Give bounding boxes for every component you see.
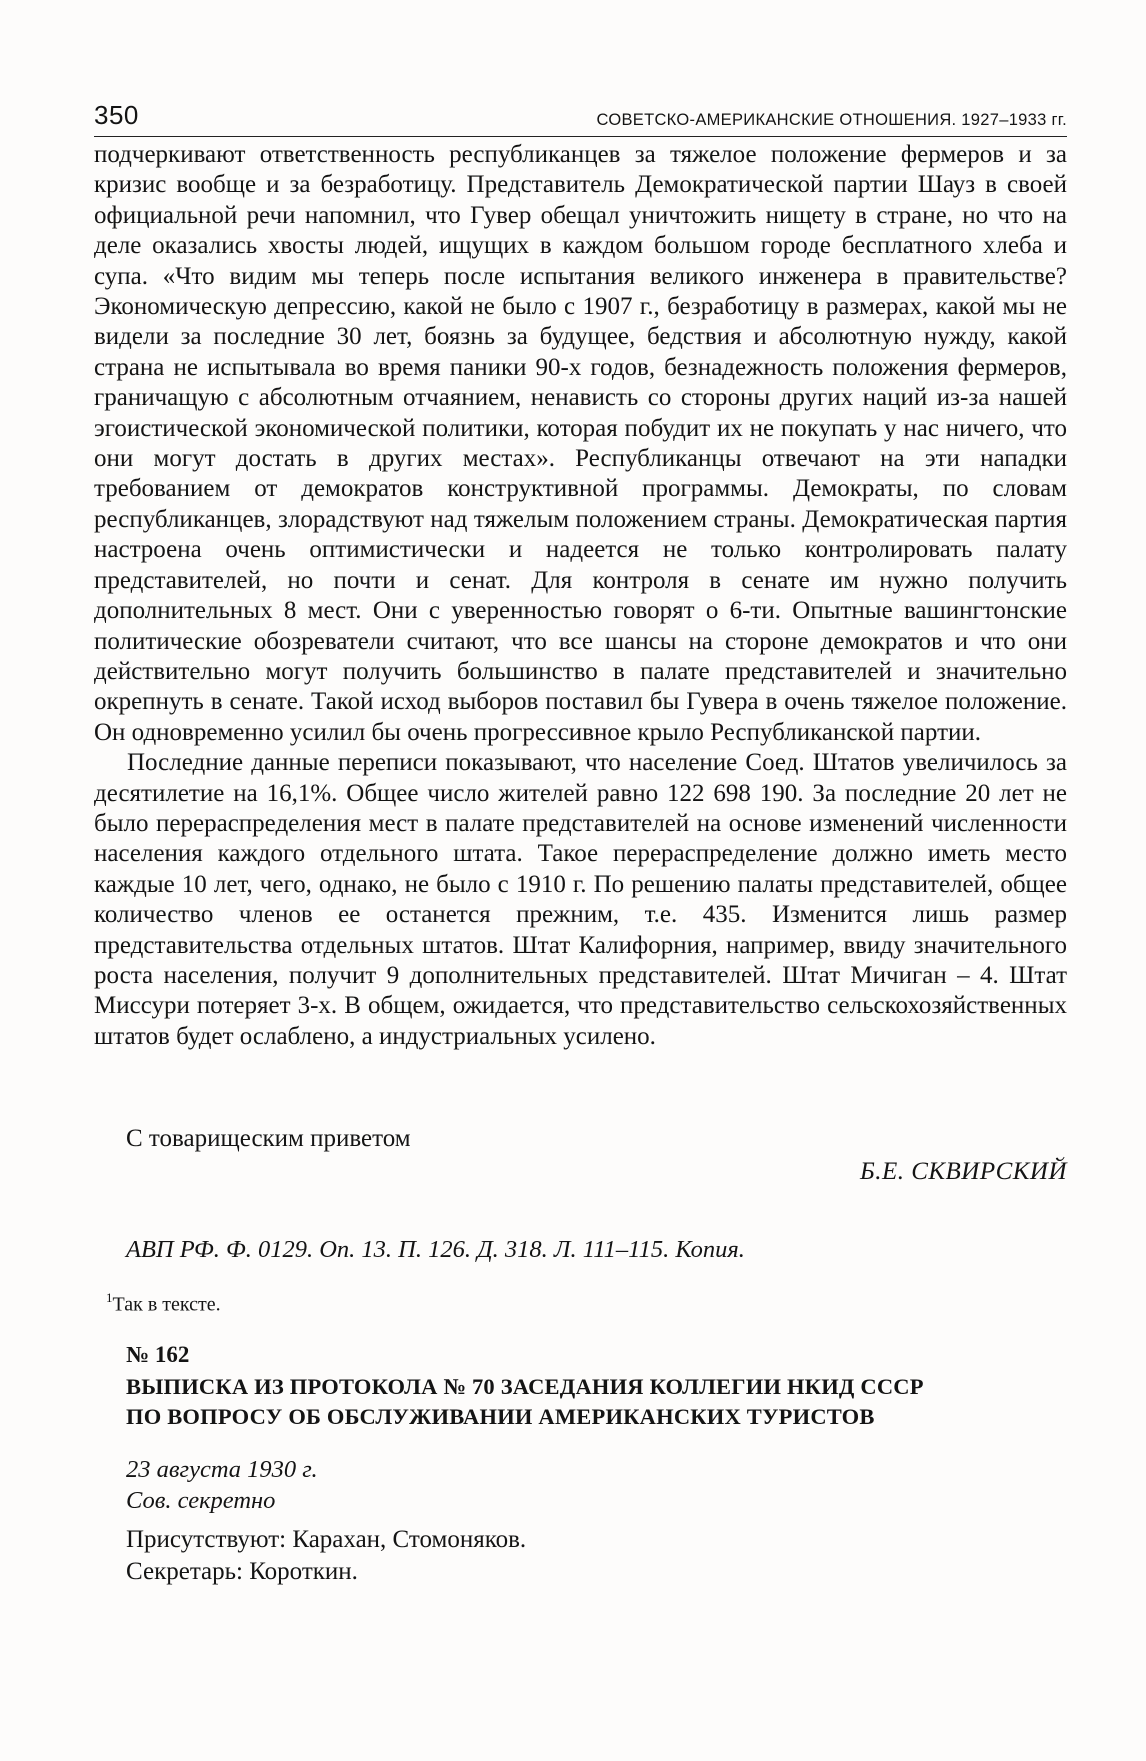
paragraph-2: Последние данные переписи показывают, что население Соед. Штатов увеличилось за десятилетие на 16,1%. Общее число жителей равно 122 698 190. За последние 20 лет не было перераспределения мест в палате представителей на основе изменений численности населения каждого отдельного штата. Такое перераспределение должно иметь место каждые 10 лет, чего, однако, не было с 1910 г. По решению палаты представителей, общее количество членов ее останется прежним, т.е. 435. Изменится лишь размер представительства отдельных штатов. Штат Калифорния, например, ввиду значительного роста населения, получит 9 дополнительных представителей. Штат Мичиган – 4. Штат Миссури потеряет 3-х. В общем, ожидается, что представительство сельскохозяйственных штатов будет ослаблено, а индустриальных усилено. xyxy=(94,749,1067,1050)
document-date: 23 августа 1930 г. xyxy=(126,1456,318,1483)
document-title-line-2: ПО ВОПРОСУ ОБ ОБСЛУЖИВАНИИ АМЕРИКАНСКИХ ТУРИСТОВ xyxy=(126,1404,875,1429)
attendees-line: Присутствуют: Карахан, Стомоняков. xyxy=(126,1526,527,1553)
archive-reference: АВП РФ. Ф. 0129. Оп. 13. П. 126. Д. 318. Л. 111–115. Копия. xyxy=(126,1236,745,1263)
closing-salutation: С товарищеским приветом xyxy=(126,1125,411,1152)
page-number: 350 xyxy=(94,100,139,130)
footnote xyxy=(106,1286,221,1318)
body-text xyxy=(94,140,1067,1052)
running-header xyxy=(94,96,1067,137)
document-title-line-1: ВЫПИСКА ИЗ ПРОТОКОЛА № 70 ЗАСЕДАНИЯ КОЛЛЕГИИ НКИД СССР xyxy=(126,1374,924,1399)
document-title xyxy=(126,1372,1026,1432)
signer-name: Б.Е. СКВИРСКИЙ xyxy=(859,1158,1067,1185)
secretary-line: Секретарь: Короткин. xyxy=(126,1558,358,1585)
footnote-text: Так в тексте. xyxy=(112,1293,221,1316)
paragraph-1: подчеркивают ответственность республиканцев за тяжелое положение фермеров и за кризис вообще и за безработицу. Представитель Демократической партии Шауз в своей официальной речи напомнил, что Гувер обещал уничтожить нищету в стране, но что на деле оказались хвосты людей, ищущих в каждом большом городе бесплатного хлеба и супа. «Что видим мы теперь после испытания великого инженера в правительстве? Экономическую депрессию, какой не было с 1907 г., безработицу в размерах, какой мы не видели за последние 30 лет, боязнь за будущее, бедствия и абсолютную нужду, какой страна не испытывала во время паники 90-х годов, безнадежность положения фермеров, граничащую с абсолютным отчаянием, ненависть со стороны других наций из-за нашей эгоистической экономической политики, которая побудит их не покупать у нас ничего, что они могут достать в других местах». Республиканцы отвечают на эти нападки требованием от демократов конструктивной программы. Демократы, по словам республиканцев, злорадствуют над тяжелым положением страны. Демократическая партия настроена очень оптимистически и надеется не только контролировать палату представителей, но почти и сенат. Для контроля в сенате им нужно получить дополнительных 8 мест. Они с уверенностью говорят о 6-ти. Опытные вашингтонские политические обозреватели считают, что все шансы на стороне демократов и что они действительно могут получить большинство в палате представителей и значительно окрепнуть в сенате. Такой исход выборов поставил бы Гувера в очень тяжелое положение. Он одновременно усилил бы очень прогрессивное крыло Республиканской партии. xyxy=(94,141,1067,746)
running-title: СОВЕТСКО-АМЕРИКАНСКИЕ ОТНОШЕНИЯ. 1927–1933 гг. xyxy=(596,111,1067,129)
document-number: № 162 xyxy=(126,1342,190,1367)
document-classification: Сов. секретно xyxy=(126,1487,276,1514)
footnote-marker: 1 xyxy=(106,1290,113,1305)
